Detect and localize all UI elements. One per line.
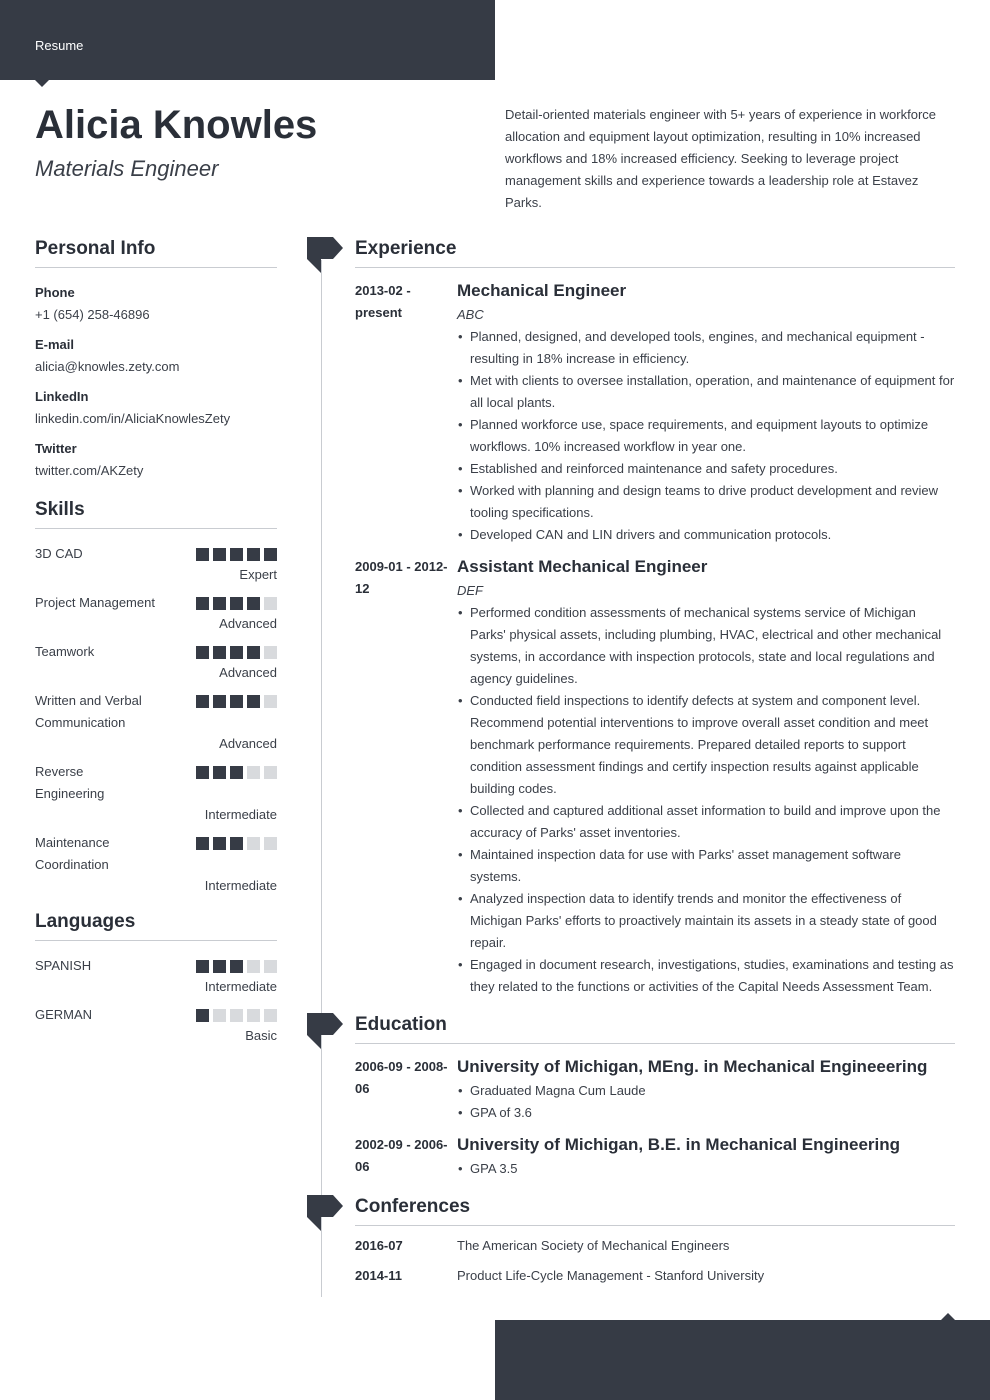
rating-square-filled	[213, 695, 226, 708]
language-rating	[196, 1004, 277, 1022]
skill-rating	[196, 690, 277, 708]
rating-square-filled	[213, 837, 226, 850]
languages-section	[35, 910, 277, 1046]
rating-square-empty	[264, 646, 277, 659]
bullet: • Maintained inspection data for use with Parks' asset management software systems.	[457, 844, 955, 888]
rating-square-empty	[230, 1009, 243, 1022]
skill-level: Intermediate	[204, 878, 277, 893]
rating-square-filled	[213, 548, 226, 561]
entry-date: 2013-02 - present	[355, 283, 411, 320]
candidate-name: Alicia Knowles	[35, 103, 318, 147]
bullet: • Planned, designed, and developed tools, engines, and mechanical equipment - resulting in 18% increase in efficiency.	[457, 326, 955, 370]
rating-square-filled	[247, 597, 260, 610]
rating-square-filled	[213, 766, 226, 779]
timeline-line	[321, 260, 322, 1297]
bullet: • Worked with planning and design teams to drive product development and review tooling specifications.	[457, 480, 955, 524]
rating-square-filled	[247, 695, 260, 708]
footer-bar	[495, 1320, 990, 1400]
twitter-value: twitter.com/AKZety	[35, 463, 144, 478]
entry-bullets	[457, 1080, 955, 1124]
rating-square-empty	[264, 1009, 277, 1022]
rating-square-filled	[230, 646, 243, 659]
rating-square-filled	[213, 960, 226, 973]
skill-item	[35, 592, 277, 634]
email-label: E-mail	[35, 337, 75, 352]
skill-level: Advanced	[219, 736, 277, 751]
entry-company: DEF	[457, 583, 483, 598]
rating-square-filled	[196, 548, 209, 561]
entry-title: Mechanical Engineer	[457, 281, 627, 300]
bullet: • Analyzed inspection data to identify trends and monitor the effectiveness of Michigan Parks' efforts to proactively maintain its assets in a steady state of good repair.	[457, 888, 955, 954]
skill-rating	[196, 832, 277, 850]
skill-name: 3D CAD	[35, 546, 83, 561]
rating-square-empty	[247, 837, 260, 850]
conferences-section	[355, 1195, 955, 1286]
skill-level: Intermediate	[204, 807, 277, 822]
skill-rating	[196, 761, 277, 779]
rating-square-empty	[264, 695, 277, 708]
skill-name: Project Management	[35, 595, 155, 610]
header-bar	[0, 0, 495, 80]
summary: Detail-oriented materials engineer with 5+ years of experience in workforce allocation and equipment layout optimization, resulting in 10% increased workflows and 18% increased efficiency. Seeking to leverage project management skills and experience towards a leadership role at Estavez Parks.	[505, 107, 937, 210]
rating-square-empty	[264, 837, 277, 850]
conferences-flag-icon	[307, 1195, 343, 1231]
language-item	[35, 955, 277, 997]
bullet: • GPA 3.5	[457, 1158, 955, 1180]
twitter-label: Twitter	[35, 441, 77, 456]
bullet: • Established and reinforced maintenance and safety procedures.	[457, 458, 955, 480]
skill-rating	[196, 592, 277, 610]
entry-title: University of Michigan, B.E. in Mechanical Engineering	[457, 1135, 901, 1154]
experience-entry	[355, 280, 955, 546]
entry-date: 2006-09 - 2008-06	[355, 1059, 448, 1096]
skill-item	[35, 641, 277, 683]
education-flag-icon	[307, 1013, 343, 1049]
phone-value: +1 (654) 258-46896	[35, 307, 150, 322]
bullet: • Conducted field inspections to identify defects at system and component level. Recommend potential interventions to improve overall asset condition and meet benchmark performance requirements. Prepared detailed reports to support condition assessment findings and certify inspection results against applicable building codes.	[457, 690, 955, 800]
candidate-title: Materials Engineer	[35, 156, 219, 181]
personal-info-section	[35, 237, 277, 482]
rating-square-filled	[213, 597, 226, 610]
education-entry	[355, 1134, 955, 1180]
skill-rating	[196, 543, 277, 561]
conference-name: The American Society of Mechanical Engineers	[457, 1238, 730, 1253]
language-name: SPANISH	[35, 958, 92, 973]
rating-square-empty	[247, 1009, 260, 1022]
header-notch	[35, 80, 49, 87]
skill-rating	[196, 641, 277, 659]
rating-square-empty	[247, 960, 260, 973]
email-value: alicia@knowles.zety.com	[35, 359, 180, 374]
language-name: GERMAN	[35, 1007, 93, 1022]
resume-label: Resume	[35, 38, 84, 53]
skill-name: Written and Verbal Communication	[35, 693, 142, 730]
skill-item	[35, 543, 277, 585]
conference-date: 2014-11	[355, 1268, 402, 1283]
skill-item	[35, 761, 277, 825]
language-item	[35, 1004, 277, 1046]
experience-entry	[355, 556, 955, 998]
bullet: • Developed CAN and LIN drivers and communication protocols.	[457, 524, 955, 546]
entry-title: Assistant Mechanical Engineer	[457, 557, 708, 576]
skills-heading: Skills	[35, 498, 277, 529]
skill-name: Maintenance Coordination	[35, 835, 110, 872]
rating-square-filled	[230, 837, 243, 850]
rating-square-empty	[247, 766, 260, 779]
skill-name: Reverse Engineering	[35, 764, 105, 801]
skills-section	[35, 498, 277, 896]
conference-date: 2016-07	[355, 1238, 403, 1253]
rating-square-empty	[213, 1009, 226, 1022]
rating-square-empty	[264, 766, 277, 779]
bullet: • Collected and captured additional asset information to build and improve upon the accuracy of Parks' asset inventories.	[457, 800, 955, 844]
conference-name: Product Life-Cycle Management - Stanford University	[457, 1268, 765, 1283]
rating-square-filled	[196, 695, 209, 708]
language-rating	[196, 955, 277, 973]
rating-square-empty	[264, 597, 277, 610]
rating-square-filled	[230, 548, 243, 561]
entry-title: University of Michigan, MEng. in Mechanical Engineeering	[457, 1057, 928, 1076]
rating-square-filled	[230, 766, 243, 779]
rating-square-filled	[196, 766, 209, 779]
skill-level: Advanced	[219, 616, 277, 631]
rating-square-filled	[213, 646, 226, 659]
skill-level: Expert	[239, 567, 277, 582]
bullet: • GPA of 3.6	[457, 1102, 955, 1124]
skill-item	[35, 832, 277, 896]
rating-square-filled	[247, 548, 260, 561]
personal-info-heading: Personal Info	[35, 237, 277, 268]
experience-flag-icon	[307, 237, 343, 273]
rating-square-filled	[196, 597, 209, 610]
experience-heading: Experience	[355, 237, 955, 268]
entry-date: 2002-09 - 2006-06	[355, 1137, 448, 1174]
entry-bullets	[457, 1158, 955, 1180]
education-section	[355, 1013, 955, 1180]
rating-square-empty	[264, 960, 277, 973]
experience-section	[355, 237, 955, 998]
conferences-heading: Conferences	[355, 1195, 955, 1226]
education-entry	[355, 1056, 955, 1124]
entry-date: 2009-01 - 2012-12	[355, 559, 448, 596]
entry-bullets	[457, 326, 955, 546]
rating-square-filled	[196, 837, 209, 850]
linkedin-value: linkedin.com/in/AliciaKnowlesZety	[35, 411, 231, 426]
rating-square-filled	[196, 646, 209, 659]
entry-bullets	[457, 602, 955, 998]
languages-heading: Languages	[35, 910, 277, 941]
bullet: • Performed condition assessments of mechanical systems service of Michigan Parks' physical assets, including plumbing, HVAC, electrical and other mechanical systems, in accordance with inspection protocols, state and local regulations and agency guidelines.	[457, 602, 955, 690]
rating-square-filled	[230, 597, 243, 610]
footer-notch	[941, 1313, 955, 1320]
entry-company: ABC	[457, 307, 484, 322]
bullet: • Graduated Magna Cum Laude	[457, 1080, 955, 1102]
bullet: • Planned workforce use, space requirements, and equipment layouts to optimize workflows. 10% increased workflow in year one.	[457, 414, 955, 458]
phone-label: Phone	[35, 285, 75, 300]
left-column	[35, 237, 277, 1053]
bullet: • Met with clients to oversee installation, operation, and maintenance of equipment for all local plants.	[457, 370, 955, 414]
education-heading: Education	[355, 1013, 955, 1044]
rating-square-filled	[264, 548, 277, 561]
rating-square-filled	[230, 960, 243, 973]
skill-name: Teamwork	[35, 644, 95, 659]
bullet: • Engaged in document research, investigations, studies, examinations and testing as they related to the functions or activities of the Capital Needs Assessment Team.	[457, 954, 955, 998]
skill-level: Advanced	[219, 665, 277, 680]
linkedin-label: LinkedIn	[35, 389, 89, 404]
skill-item	[35, 690, 277, 754]
rating-square-filled	[196, 960, 209, 973]
rating-square-filled	[247, 646, 260, 659]
language-level: Basic	[245, 1028, 277, 1043]
conference-entry	[355, 1266, 955, 1286]
rating-square-filled	[196, 1009, 209, 1022]
conference-entry	[355, 1236, 955, 1256]
rating-square-filled	[230, 695, 243, 708]
language-level: Intermediate	[204, 979, 277, 994]
